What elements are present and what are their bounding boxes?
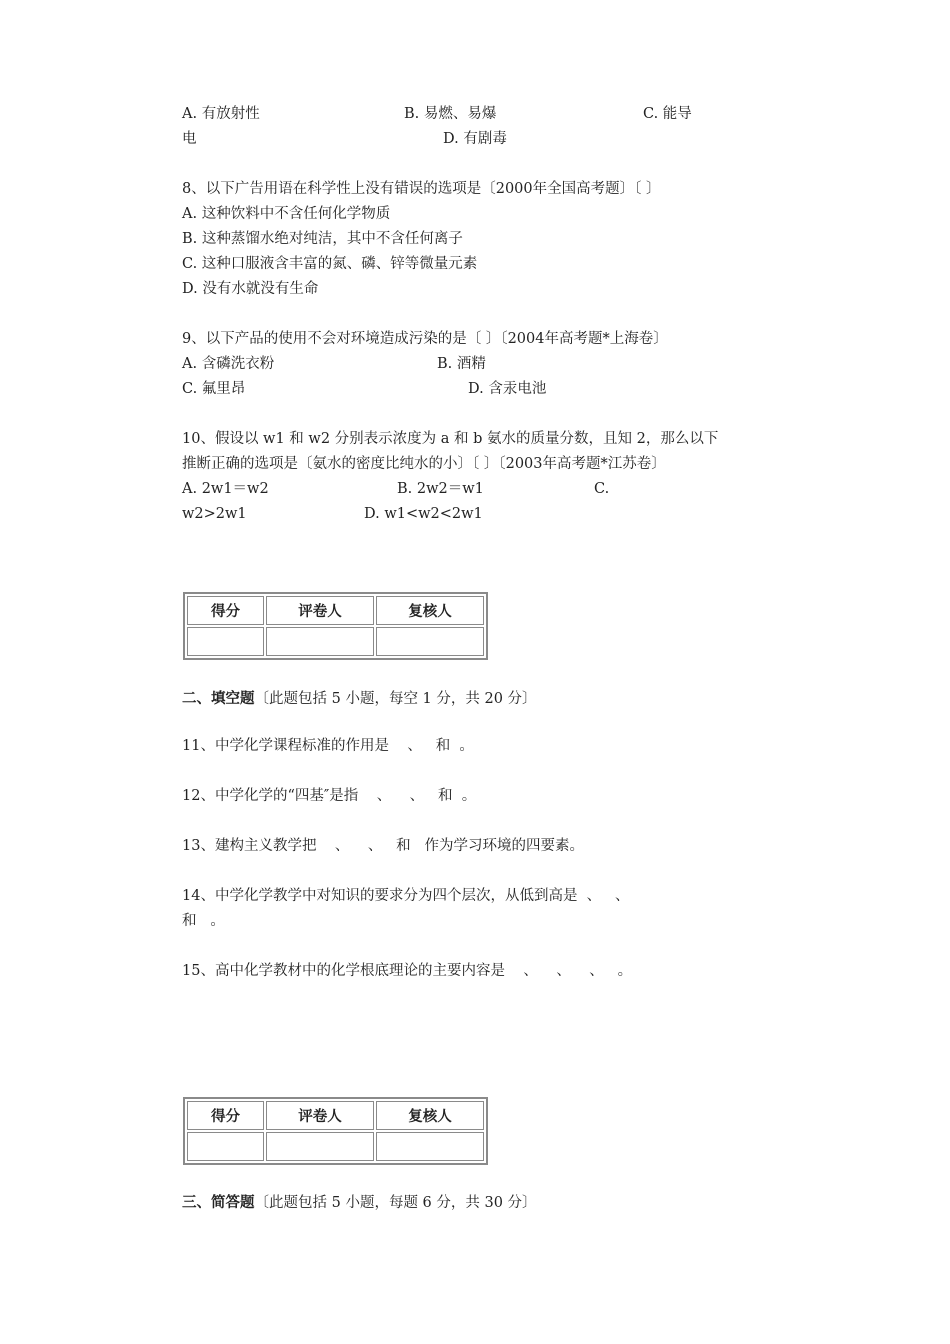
q10-stem-line2: 推断正确的选项是〔氨水的密度比纯水的小〕〔 〕〔2003年高考题*江苏卷〕 xyxy=(182,456,666,472)
score-cell[interactable] xyxy=(187,627,264,656)
grader-header: 评卷人 xyxy=(266,596,374,625)
q7-option-b: B. 易燃、易爆 xyxy=(404,106,497,122)
q10-stem-line1: 10、假设以 w1 和 w2 分别表示浓度为 a 和 b 氨水的质量分数，且知 2，那么以下 xyxy=(182,431,719,447)
q10-option-d: D. w1<w2<2w1 xyxy=(364,506,483,522)
score-header: 得分 xyxy=(187,1101,264,1130)
section-2-heading: 二、填空题 xyxy=(182,691,255,707)
score-table xyxy=(183,1097,488,1165)
section-3-note: 〔此题包括 5 小题，每题 6 分，共 30 分〕 xyxy=(254,1195,537,1211)
q7-option-d: D. 有剧毒 xyxy=(443,131,507,147)
q15: 15、高中化学教材中的化学根底理论的主要内容是 、 、 、 。 xyxy=(182,963,633,979)
q14-line2: 和 。 xyxy=(182,913,225,929)
grader-cell[interactable] xyxy=(266,627,374,656)
q11: 11、中学化学课程标准的作用是 、 和 。 xyxy=(182,738,474,754)
q12: 12、中学化学的“四基″是指 、 、 和 。 xyxy=(182,788,477,804)
q8-option-a: A. 这种饮料中不含任何化学物质 xyxy=(182,206,391,222)
q7-option-c: C. 能导 xyxy=(643,106,692,122)
reviewer-header: 复核人 xyxy=(376,1101,484,1130)
reviewer-cell[interactable] xyxy=(376,1132,484,1161)
score-header: 得分 xyxy=(187,596,264,625)
reviewer-cell[interactable] xyxy=(376,627,484,656)
q8-option-b: B. 这种蒸馏水绝对纯洁，其中不含任何离子 xyxy=(182,231,463,247)
q8-stem: 8、以下广告用语在科学性上没有错误的选项是〔2000年全国高考题〕〔 〕 xyxy=(182,181,661,197)
q14-line1: 14、中学化学教学中对知识的要求分为四个层次，从低到高是 、 、 xyxy=(182,888,630,904)
q10-option-b: B. 2w2＝w1 xyxy=(397,481,484,497)
q8-option-c: C. 这种口服液含丰富的氮、磷、锌等微量元素 xyxy=(182,256,478,272)
q7-option-a: A. 有放射性 xyxy=(182,106,260,122)
q13: 13、建构主义教学把 、 、 和 作为学习环境的四要素。 xyxy=(182,838,584,854)
section-3-title xyxy=(182,1193,537,1213)
q7-option-c-continued: 电 xyxy=(182,131,197,147)
grader-header: 评卷人 xyxy=(266,1101,374,1130)
section-2-note: 〔此题包括 5 小题，每空 1 分，共 20 分〕 xyxy=(254,691,537,707)
q9-option-a: A. 含磷洗衣粉 xyxy=(182,356,275,372)
reviewer-header: 复核人 xyxy=(376,596,484,625)
score-table xyxy=(183,592,488,660)
section-2-title xyxy=(182,689,537,709)
section-3-heading: 三、简答题 xyxy=(182,1195,255,1211)
q8-option-d: D. 没有水就没有生命 xyxy=(182,281,319,297)
score-cell[interactable] xyxy=(187,1132,264,1161)
q10-option-a: A. 2w1＝w2 xyxy=(182,481,269,497)
q9-option-d: D. 含汞电池 xyxy=(468,381,547,397)
q10-option-c-continued: w2>2w1 xyxy=(182,506,247,522)
q9-option-c: C. 氟里昂 xyxy=(182,381,246,397)
q9-option-b: B. 酒精 xyxy=(437,356,486,372)
q9-stem: 9、以下产品的使用不会对环境造成污染的是〔 〕〔2004年高考题*上海卷〕 xyxy=(182,331,668,347)
grader-cell[interactable] xyxy=(266,1132,374,1161)
q10-option-c: C. xyxy=(594,481,610,497)
